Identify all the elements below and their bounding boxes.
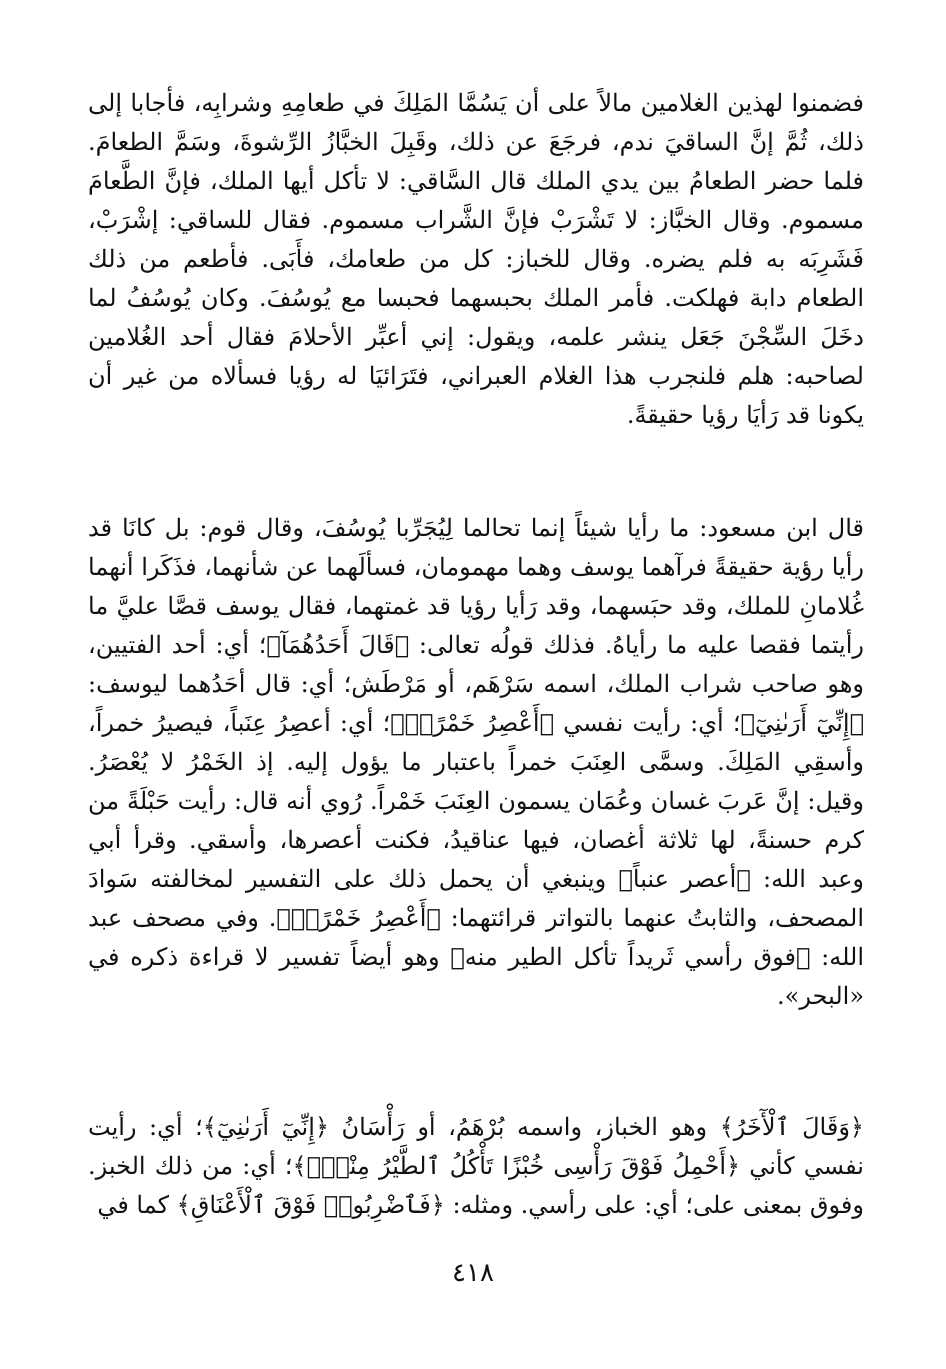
paragraph-1 xyxy=(88,84,864,435)
paragraph-text: ﴿وَقَالَ ٱلْأٓخَرُ﴾ وهو الخباز، واسمه بُرْهَمُ، أو رَأْسَانُ ﴿إِنِّيٓ أَرَىٰنِيٓ﴾؛ أي: رأيت نفسي كأني ﴿أَحْمِلُ فَوْقَ رَأْسِى خُبْزًا تَأْكُلُ ٱلطَّيْرُ مِنْهُۖ﴾؛ أي: من ذلك الخبز. وفوق بمعنى على؛ أي: على رأسي. ومثله: ﴿فَٱضْرِبُوا۟ فَوْقَ ٱلْأَعْنَاقِ﴾ كما في xyxy=(88,1113,864,1219)
paragraph-text: قال ابن مسعود: ما رأيا شيئاً إنما تحالما لِيُجَرِّبا يُوسُفَ، وقال قوم: بل كانَا قد رأيا رؤية حقيقةً فرآهما يوسف وهما مهمومان، فسألَهما عن شأنهما، فذَكَرا أنهما غُلامانِ للملك، وقد حبَسهما، وقد رَأيا رؤيا قد غمتهما، فقال يوسف قصَّا عليَّ ما رأيتما فقصا عليه ما رأياهُ. فذلك قولُه تعالى: ﴿قَالَ أَحَدُهُمَآ﴾؛ أي: أحد الفتيين، وهو صاحب شراب الملك، اسمه سَرْهَم، أو مَرْطَش؛ أي: قال أحَدُهما ليوسف: ﴿إِنِّيٓ أَرَىٰنِيٓ﴾؛ أي: رأيت نفسي ﴿أَعْصِرُ خَمْرًاۖ﴾؛ أي: أعصِرُ عِنَباً، فيصيرُ خمراً، وأسقِي المَلِكَ. وسمَّى العِنَبَ خمراً باعتبار ما يؤول إليه. إذ الخَمْرُ لا يُعْصَرُ. وقيل: إنَّ عَربَ غسان وعُمَان يسمون العِنَبَ خَمْراً. رُوي أنه قال: رأيت حَبْلَةً من كرم حسنةً، لها ثلاثة أغصان، فيها عناقيدُ، فكنت أعصرها، وأسقي. وقرأ أبي وعبد الله: ﴿أعصر عنباً﴾ وينبغي أن يحمل ذلك على التفسير لمخالفته سَوادَ المصحف، والثابتُ عنهما بالتواتر قرائتهما: ﴿أَعْصِرُ خَمْرًاۖ﴾. وفي مصحف عبد الله: ﴿فوق رأسي ثَريداً تأكل الطير منه﴾ وهو أيضاً تفسير لا قراءة ذكره في «البحر». xyxy=(88,514,865,1010)
page-number: ٤١٨ xyxy=(452,1258,494,1288)
paragraph-2 xyxy=(88,509,864,1016)
paragraph-3 xyxy=(88,1108,864,1225)
paragraph-text: فضمنوا لهذين الغلامين مالاً على أن يَسُمَّا المَلِكَ في طعامِهِ وشرابِه، فأجابا إلى ذلك، ثُمَّ إنَّ الساقيَ ندم، فرجَعَ عن ذلك، وقَبِلَ الخبَّازُ الرِّشوةَ، وسَمَّ الطعامَ. فلما حضر الطعامُ بين يدي الملك قال السَّاقي: لا تأكل أيها الملك، فإنَّ الطَّعامَ مسموم. وقال الخبَّاز: لا تَشْرَبْ فإنَّ الشَّراب مسموم. فقال للساقي: إشْرَبْ، فَشَرِبَه به فلم يضره. وقال للخباز: كل من طعامك، فأَبَى. فأطعم من ذلك الطعام دابة فهلكت. فأمر الملك بحبسهما فحبسا مع يُوسُفَ. وكان يُوسُفُ لما دخَلَ السِّجْنَ جَعَل ينشر علمه، ويقول: إني أعبِّر الأحلامَ فقال أحد الغُلامين لصاحبه: هلم فلنجرب هذا الغلام العبراني، فتَرَائيَا له رؤيا فسألاه من غير أن يكونا قد رَأيَا رؤيا حقيقةً. xyxy=(88,89,864,429)
